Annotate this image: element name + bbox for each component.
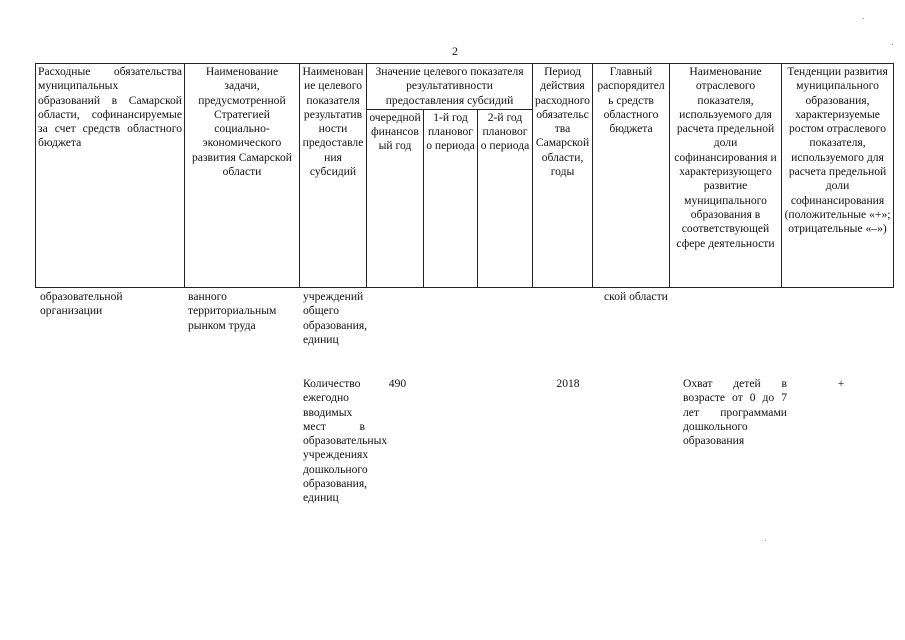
- header-col-planning-year-2: 2-й год планового периода: [478, 109, 533, 287]
- row1-chief-manager: ской области: [604, 290, 668, 303]
- scan-speck: [863, 18, 864, 19]
- row1-strategy-task: ванного территориальным рынком труда: [188, 290, 277, 332]
- header-col-expenditure-obligations: Расходные обязательства муниципальных образований в Самарской области, софинансируемые за счет средств областного бюджета: [36, 64, 185, 288]
- scan-speck: [892, 44, 893, 45]
- header-col-planning-year-1: 1-й год планового периода: [424, 109, 478, 287]
- header-col-development-trend: Тенденции развития муниципального образования, характеризуемые ростом отраслевого показателя, используемого для расчета предельной доли софинансирования (положительные «+»; отрицательные «–»): [782, 64, 894, 288]
- page-number: 2: [452, 44, 458, 58]
- header-col-target-value-group: Значение целевого показателя результативности предоставления субсидий: [367, 64, 533, 110]
- row1-target-indicator: учреждений общего образования, единиц: [303, 290, 368, 346]
- header-col-next-fiscal-year: очередной финансовый год: [367, 109, 424, 287]
- header-col-validity-period: Период действия расходного обязательства Самарской области, годы: [533, 64, 593, 288]
- header-col-chief-manager: Главный распорядитель средств областного бюджета: [593, 64, 670, 288]
- row2-validity-period: 2018: [556, 377, 580, 390]
- header-col-strategy-task: Наименование задачи, предусмотренной Стратегией социально-экономического развития Самарской области: [185, 64, 300, 288]
- row1-expenditure-obligation: образовательной организации: [40, 290, 123, 318]
- header-col-sector-indicator: Наименование отраслевого показателя, используемого для расчета предельной доли софинансирования и характеризующего развитие муниципального образования в соответствующей сфере деятельности: [670, 64, 782, 288]
- row2-target-indicator: Количество ежегодно вводимых мест в образовательных учреждениях дошкольного образования, единиц: [303, 377, 388, 505]
- row2-development-trend: +: [837, 377, 845, 390]
- header-table: [35, 63, 894, 288]
- row2-next-fiscal-year-value: 490: [388, 377, 407, 390]
- row2-sector-indicator: Охват детей в возрасте от 0 до 7 лет программами дошкольного образования: [683, 377, 787, 448]
- scan-speck: [765, 540, 766, 541]
- header-col-target-indicator: Наименование целевого показателя результативности предоставления субсидий: [300, 64, 367, 288]
